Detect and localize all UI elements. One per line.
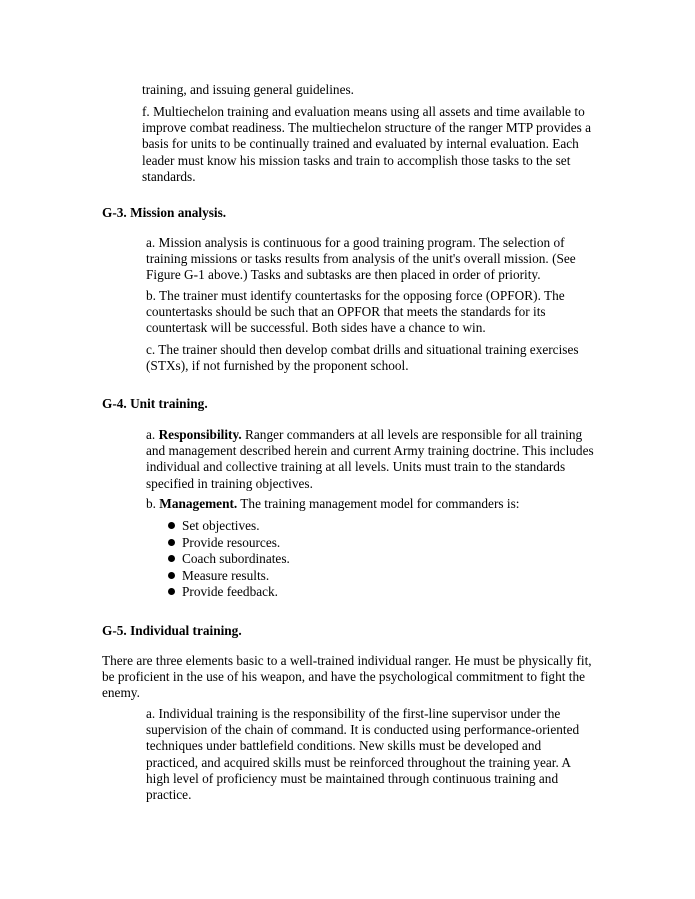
list-item: Coach subordinates. [166,551,290,568]
bullet-icon [168,555,175,562]
section-heading-g4: G-4. Unit training. [102,396,208,411]
g4-para-a-body: Ranger commanders at all levels are responsible for all training and management described herein and current Army training doctrine. This includes individual and collective training at all levels. Units must train to the standards specified in training objectives. [146,427,594,491]
bullet-icon [168,539,175,546]
g5-paragraph-a: a. Individual training is the responsibility of the first-line supervisor under the supervision of the chain of command. It is conducted using performance-oriented techniques under battlefield conditions. New skills must be developed and practiced, and acquired skills must be reinforced throughout the training year. A high level of proficiency must be maintained through continuous training and practice. [146,706,580,803]
list-item: Set objectives. [166,518,290,535]
bullet-icon [168,588,175,595]
list-item: Provide feedback. [166,584,290,601]
bullet-icon [168,522,175,529]
g5-intro: There are three elements basic to a well-trained individual ranger. He must be physically fit, be proficient in the use of his weapon, and have the psychological commitment to fight the enemy. [102,653,592,701]
g4-para-b-prefix: b. [146,496,160,511]
section-heading-g3: G-3. Mission analysis. [102,205,227,220]
list-item: Provide resources. [166,535,290,552]
g3-paragraph-b: b. The trainer must identify countertasks for the opposing force (OPFOR). The countertasks should be such that an OPFOR that meets the standards for its countertask will be successful. Both sides have a chance to win. [146,288,565,336]
g4-para-a-prefix: a. [146,427,159,442]
g3-paragraph-a: a. Mission analysis is continuous for a good training program. The selection of training missions or tasks results from analysis of the unit's overall mission. (See Figure G-1 above.) Tasks and subtasks are then placed in order of priority. [146,235,576,283]
paragraph-f: f. Multiechelon training and evaluation means using all assets and time available to improve combat readiness. The multiechelon structure of the ranger MTP provides a basis for units to be continually trained and evaluated by internal evaluation. Each leader must know his mission tasks and train to accomplish those tasks to the set standards. [142,104,592,184]
g4-paragraph-a [146,427,596,492]
bullet-icon [168,572,175,579]
g4-para-b-body: The training management model for commanders is: [237,496,520,511]
continuation-text: training, and issuing general guidelines. [142,82,354,97]
g4-paragraph-b [146,496,596,512]
g3-paragraph-c: c. The trainer should then develop combat drills and situational training exercises (STXs), if not furnished by the proponent school. [146,342,579,374]
list-item: Measure results. [166,568,290,585]
g4-para-b-lead: Management. [159,496,238,511]
management-bullet-list [166,518,290,601]
g4-para-a-lead: Responsibility. [158,427,242,442]
section-heading-g5: G-5. Individual training. [102,623,242,638]
